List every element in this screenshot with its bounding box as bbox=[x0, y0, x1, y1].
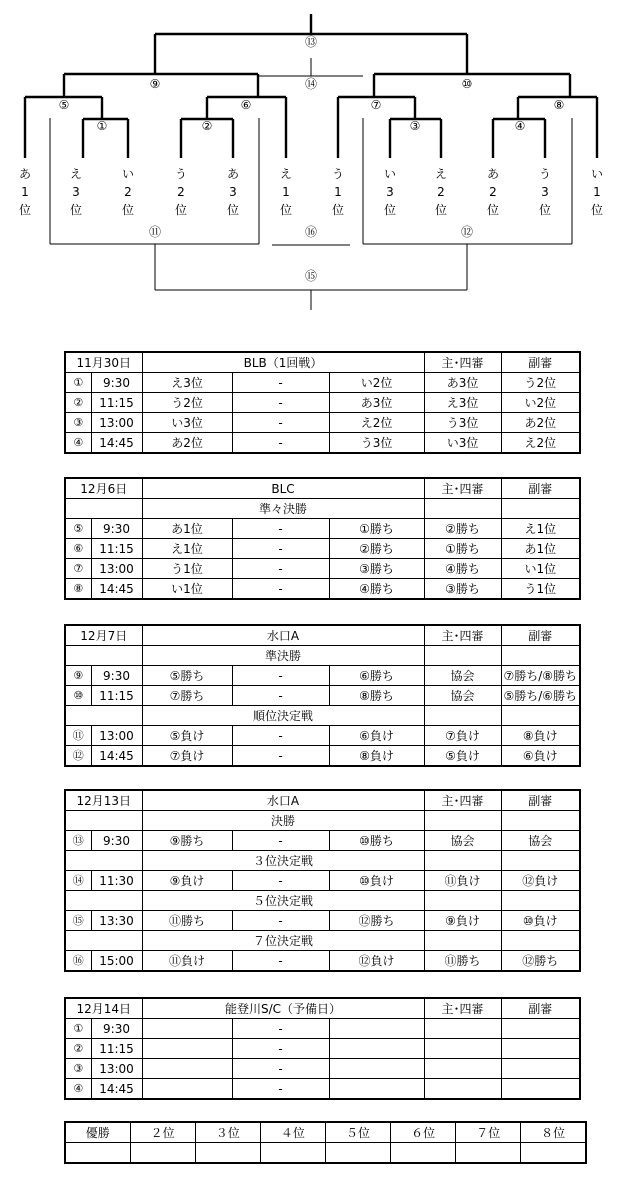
bracket-team-8-char: い bbox=[383, 167, 397, 181]
home-team: ⑪勝ち bbox=[142, 911, 232, 931]
venue-title: 能登川S/C（予備日） bbox=[142, 998, 424, 1019]
match-date: 12月14日 bbox=[65, 998, 142, 1019]
home-team: ⑦勝ち bbox=[142, 686, 232, 706]
away-team bbox=[329, 1039, 424, 1059]
bracket-team-2-char: 3 bbox=[72, 185, 80, 199]
round-label: ５位決定戦 bbox=[142, 891, 424, 911]
bracket-label-match-11: ⑪ bbox=[148, 225, 162, 239]
empty-cell bbox=[424, 891, 501, 911]
rank-header: 優勝 bbox=[65, 1122, 130, 1143]
bracket-label-match-8: ⑧ bbox=[553, 98, 565, 112]
versus-separator: - bbox=[232, 911, 329, 931]
table-row bbox=[65, 911, 580, 931]
match-number: ⑧ bbox=[65, 579, 91, 600]
col-main-referee: 主･四審 bbox=[424, 478, 501, 499]
bracket-label-match-6: ⑥ bbox=[240, 98, 252, 112]
rank-entry bbox=[65, 1143, 130, 1164]
schedule-table-4 bbox=[64, 789, 581, 972]
bracket-team-11-char: 位 bbox=[538, 203, 552, 217]
empty-cell bbox=[424, 811, 501, 831]
empty-cell bbox=[424, 851, 501, 871]
versus-separator: - bbox=[232, 951, 329, 972]
bracket-team-5-char: あ bbox=[226, 167, 240, 181]
empty-cell bbox=[65, 706, 142, 726]
tournament-bracket bbox=[0, 0, 638, 320]
versus-separator: - bbox=[232, 871, 329, 891]
sub-referee bbox=[501, 1019, 580, 1039]
round-row bbox=[65, 931, 580, 951]
col-sub-referee: 副審 bbox=[501, 478, 580, 499]
schedule-table-3 bbox=[64, 624, 581, 767]
main-referee: ⑦負け bbox=[424, 726, 501, 746]
bracket-team-8-char: 位 bbox=[383, 203, 397, 217]
kickoff-time: 13:00 bbox=[91, 726, 142, 746]
round-row bbox=[65, 811, 580, 831]
venue-title: 水口A bbox=[142, 790, 424, 811]
away-team: え2位 bbox=[329, 413, 424, 433]
table-row bbox=[65, 686, 580, 706]
away-team: ⑫勝ち bbox=[329, 911, 424, 931]
table-row bbox=[65, 413, 580, 433]
away-team bbox=[329, 1059, 424, 1079]
match-date: 12月6日 bbox=[65, 478, 142, 499]
round-row bbox=[65, 706, 580, 726]
bracket-team-1-char: あ bbox=[18, 167, 32, 181]
table-row bbox=[65, 746, 580, 767]
empty-cell bbox=[501, 706, 580, 726]
versus-separator: - bbox=[232, 579, 329, 600]
table-row bbox=[65, 559, 580, 579]
sub-referee: う1位 bbox=[501, 579, 580, 600]
table-row bbox=[65, 433, 580, 454]
away-team: ⑧勝ち bbox=[329, 686, 424, 706]
table-row bbox=[65, 1079, 580, 1100]
table-header-row bbox=[65, 352, 580, 373]
rank-header: ８位 bbox=[521, 1122, 586, 1143]
versus-separator: - bbox=[232, 746, 329, 767]
match-number: ⑨ bbox=[65, 666, 91, 686]
round-label: 順位決定戦 bbox=[142, 706, 424, 726]
schedule-table-5 bbox=[64, 997, 581, 1100]
home-team bbox=[142, 1039, 232, 1059]
bracket-team-3-char: 2 bbox=[124, 185, 132, 199]
venue-title: BLB（1回戦） bbox=[142, 352, 424, 373]
bracket-team-6-char: え bbox=[279, 167, 293, 181]
home-team: ⑨勝ち bbox=[142, 831, 232, 851]
rank-header: ３位 bbox=[195, 1122, 260, 1143]
away-team: ⑩負け bbox=[329, 871, 424, 891]
away-team: ⑧負け bbox=[329, 746, 424, 767]
main-referee bbox=[424, 1079, 501, 1100]
away-team: ④勝ち bbox=[329, 579, 424, 600]
rank-header: ５位 bbox=[326, 1122, 391, 1143]
match-number: ⑩ bbox=[65, 686, 91, 706]
home-team: う2位 bbox=[142, 393, 232, 413]
sub-referee: ⑫勝ち bbox=[501, 951, 580, 972]
match-number: ① bbox=[65, 1019, 91, 1039]
bracket-label-match-2: ② bbox=[201, 119, 213, 133]
round-label: ７位決定戦 bbox=[142, 931, 424, 951]
bracket-team-7-char: う bbox=[331, 167, 345, 181]
bracket-label-match-4: ④ bbox=[514, 119, 526, 133]
bracket-team-10-char: 2 bbox=[489, 185, 497, 199]
table-header-row bbox=[65, 790, 580, 811]
round-label: 準々決勝 bbox=[142, 499, 424, 519]
rank-header: ６位 bbox=[391, 1122, 456, 1143]
table-header-row bbox=[65, 625, 580, 646]
sub-referee: ⑥負け bbox=[501, 746, 580, 767]
match-number: ③ bbox=[65, 413, 91, 433]
home-team: う1位 bbox=[142, 559, 232, 579]
bracket-label-match-12: ⑫ bbox=[460, 225, 474, 239]
round-row bbox=[65, 851, 580, 871]
away-team: い2位 bbox=[329, 373, 424, 393]
main-referee: い3位 bbox=[424, 433, 501, 454]
empty-cell bbox=[501, 891, 580, 911]
table-row bbox=[65, 666, 580, 686]
kickoff-time: 11:15 bbox=[91, 393, 142, 413]
kickoff-time: 9:30 bbox=[91, 373, 142, 393]
sub-referee: ⑧負け bbox=[501, 726, 580, 746]
main-referee bbox=[424, 1059, 501, 1079]
table-row bbox=[65, 539, 580, 559]
main-referee: ⑨負け bbox=[424, 911, 501, 931]
round-label: 決勝 bbox=[142, 811, 424, 831]
match-number: ④ bbox=[65, 1079, 91, 1100]
home-team: ⑤勝ち bbox=[142, 666, 232, 686]
match-number: ⑥ bbox=[65, 539, 91, 559]
away-team: ⑩勝ち bbox=[329, 831, 424, 851]
sub-referee bbox=[501, 1039, 580, 1059]
bracket-team-2-char: 位 bbox=[69, 203, 83, 217]
schedule-table-2 bbox=[64, 477, 581, 600]
sub-referee: あ1位 bbox=[501, 539, 580, 559]
table-header-row bbox=[65, 478, 580, 499]
main-referee: 協会 bbox=[424, 686, 501, 706]
col-sub-referee: 副審 bbox=[501, 998, 580, 1019]
kickoff-time: 13:00 bbox=[91, 559, 142, 579]
rank-header: ２位 bbox=[130, 1122, 195, 1143]
empty-cell bbox=[65, 499, 142, 519]
versus-separator: - bbox=[232, 373, 329, 393]
col-sub-referee: 副審 bbox=[501, 625, 580, 646]
bracket-label-match-9: ⑨ bbox=[149, 77, 161, 91]
sub-referee: ⑫負け bbox=[501, 871, 580, 891]
bracket-team-9-char: 位 bbox=[434, 203, 448, 217]
rank-entry bbox=[456, 1143, 521, 1164]
bracket-label-match-16: ⑯ bbox=[304, 225, 318, 239]
home-team: い1位 bbox=[142, 579, 232, 600]
kickoff-time: 14:45 bbox=[91, 433, 142, 454]
col-main-referee: 主･四審 bbox=[424, 790, 501, 811]
kickoff-time: 14:45 bbox=[91, 746, 142, 767]
rank-entry bbox=[521, 1143, 586, 1164]
sub-referee bbox=[501, 1079, 580, 1100]
match-number: ① bbox=[65, 373, 91, 393]
away-team: う3位 bbox=[329, 433, 424, 454]
rank-entry bbox=[326, 1143, 391, 1164]
table-row bbox=[65, 951, 580, 972]
main-referee: ①勝ち bbox=[424, 539, 501, 559]
main-referee: 協会 bbox=[424, 666, 501, 686]
bracket-team-3-char: い bbox=[121, 167, 135, 181]
kickoff-time: 14:45 bbox=[91, 579, 142, 600]
sub-referee bbox=[501, 1059, 580, 1079]
bracket-team-1-char: 位 bbox=[18, 203, 32, 217]
versus-separator: - bbox=[232, 1039, 329, 1059]
home-team: ⑤負け bbox=[142, 726, 232, 746]
match-number: ③ bbox=[65, 1059, 91, 1079]
kickoff-time: 11:15 bbox=[91, 686, 142, 706]
away-team: ③勝ち bbox=[329, 559, 424, 579]
sub-referee: 協会 bbox=[501, 831, 580, 851]
col-main-referee: 主･四審 bbox=[424, 998, 501, 1019]
empty-cell bbox=[501, 811, 580, 831]
bracket-team-9-char: 2 bbox=[437, 185, 445, 199]
kickoff-time: 9:30 bbox=[91, 1019, 142, 1039]
bracket-team-12-char: い bbox=[590, 167, 604, 181]
versus-separator: - bbox=[232, 1019, 329, 1039]
away-team: ⑥勝ち bbox=[329, 666, 424, 686]
home-team: い3位 bbox=[142, 413, 232, 433]
kickoff-time: 15:00 bbox=[91, 951, 142, 972]
standings-entry-row bbox=[65, 1143, 586, 1164]
rank-entry bbox=[130, 1143, 195, 1164]
rank-entry bbox=[260, 1143, 325, 1164]
versus-separator: - bbox=[232, 831, 329, 851]
empty-cell bbox=[424, 646, 501, 666]
match-number: ② bbox=[65, 393, 91, 413]
match-number: ⑯ bbox=[65, 951, 91, 972]
table-row bbox=[65, 1059, 580, 1079]
bracket-team-3-char: 位 bbox=[121, 203, 135, 217]
table-row bbox=[65, 1039, 580, 1059]
versus-separator: - bbox=[232, 539, 329, 559]
main-referee: ③勝ち bbox=[424, 579, 501, 600]
round-label: 準決勝 bbox=[142, 646, 424, 666]
home-team: ⑪負け bbox=[142, 951, 232, 972]
versus-separator: - bbox=[232, 413, 329, 433]
home-team bbox=[142, 1059, 232, 1079]
table-row bbox=[65, 871, 580, 891]
table-row bbox=[65, 726, 580, 746]
versus-separator: - bbox=[232, 1059, 329, 1079]
bracket-team-12-char: 1 bbox=[593, 185, 601, 199]
bracket-team-9-char: え bbox=[434, 167, 448, 181]
match-number: ⑤ bbox=[65, 519, 91, 539]
match-number: ⑮ bbox=[65, 911, 91, 931]
versus-separator: - bbox=[232, 686, 329, 706]
round-label: ３位決定戦 bbox=[142, 851, 424, 871]
round-row bbox=[65, 646, 580, 666]
bracket-team-4-char: 2 bbox=[177, 185, 185, 199]
bracket-label-match-15: ⑮ bbox=[304, 269, 318, 283]
versus-separator: - bbox=[232, 433, 329, 454]
kickoff-time: 11:15 bbox=[91, 539, 142, 559]
table-row bbox=[65, 373, 580, 393]
bracket-team-4-char: う bbox=[174, 167, 188, 181]
bracket-team-7-char: 位 bbox=[331, 203, 345, 217]
table-header-row bbox=[65, 998, 580, 1019]
match-number: ⑦ bbox=[65, 559, 91, 579]
bracket-team-7-char: 1 bbox=[334, 185, 342, 199]
rank-entry bbox=[391, 1143, 456, 1164]
table-row bbox=[65, 393, 580, 413]
kickoff-time: 9:30 bbox=[91, 519, 142, 539]
home-team: あ1位 bbox=[142, 519, 232, 539]
match-number: ④ bbox=[65, 433, 91, 454]
sub-referee: い2位 bbox=[501, 393, 580, 413]
kickoff-time: 9:30 bbox=[91, 666, 142, 686]
venue-title: 水口A bbox=[142, 625, 424, 646]
match-number: ⑬ bbox=[65, 831, 91, 851]
main-referee: ②勝ち bbox=[424, 519, 501, 539]
bracket-label-match-14: ⑭ bbox=[304, 77, 318, 91]
bracket-team-8-char: 3 bbox=[386, 185, 394, 199]
bracket-team-1-char: 1 bbox=[21, 185, 29, 199]
empty-cell bbox=[65, 851, 142, 871]
col-main-referee: 主･四審 bbox=[424, 625, 501, 646]
versus-separator: - bbox=[232, 666, 329, 686]
versus-separator: - bbox=[232, 393, 329, 413]
kickoff-time: 13:00 bbox=[91, 413, 142, 433]
kickoff-time: 9:30 bbox=[91, 831, 142, 851]
main-referee: 協会 bbox=[424, 831, 501, 851]
empty-cell bbox=[501, 499, 580, 519]
away-team: ⑥負け bbox=[329, 726, 424, 746]
sub-referee: え2位 bbox=[501, 433, 580, 454]
sub-referee: う2位 bbox=[501, 373, 580, 393]
sub-referee: ⑦勝ち/⑧勝ち bbox=[501, 666, 580, 686]
bracket-label-match-13: ⑬ bbox=[304, 35, 318, 49]
standings-header-row bbox=[65, 1122, 586, 1143]
empty-cell bbox=[424, 499, 501, 519]
empty-cell bbox=[65, 931, 142, 951]
bracket-label-match-7: ⑦ bbox=[370, 98, 382, 112]
bracket-team-11-char: 3 bbox=[541, 185, 549, 199]
away-team bbox=[329, 1079, 424, 1100]
match-date: 12月13日 bbox=[65, 790, 142, 811]
col-main-referee: 主･四審 bbox=[424, 352, 501, 373]
bracket-label-match-10: ⑩ bbox=[461, 77, 473, 91]
sub-referee: い1位 bbox=[501, 559, 580, 579]
empty-cell bbox=[424, 706, 501, 726]
empty-cell bbox=[65, 891, 142, 911]
away-team: あ3位 bbox=[329, 393, 424, 413]
empty-cell bbox=[65, 811, 142, 831]
venue-title: BLC bbox=[142, 478, 424, 499]
away-team: ②勝ち bbox=[329, 539, 424, 559]
main-referee: ⑤負け bbox=[424, 746, 501, 767]
kickoff-time: 11:15 bbox=[91, 1039, 142, 1059]
main-referee: ⑪負け bbox=[424, 871, 501, 891]
rank-header: ４位 bbox=[260, 1122, 325, 1143]
empty-cell bbox=[501, 851, 580, 871]
schedule-table-1 bbox=[64, 351, 581, 454]
versus-separator: - bbox=[232, 1079, 329, 1100]
match-number: ⑭ bbox=[65, 871, 91, 891]
bracket-label-match-1: ① bbox=[96, 119, 108, 133]
bracket-label-match-3: ③ bbox=[409, 119, 421, 133]
match-date: 12月7日 bbox=[65, 625, 142, 646]
kickoff-time: 13:00 bbox=[91, 1059, 142, 1079]
versus-separator: - bbox=[232, 726, 329, 746]
empty-cell bbox=[65, 646, 142, 666]
bracket-team-5-char: 位 bbox=[226, 203, 240, 217]
bracket-team-10-char: 位 bbox=[486, 203, 500, 217]
sub-referee: あ2位 bbox=[501, 413, 580, 433]
main-referee: え3位 bbox=[424, 393, 501, 413]
bracket-team-10-char: あ bbox=[486, 167, 500, 181]
main-referee: ④勝ち bbox=[424, 559, 501, 579]
bracket-team-11-char: う bbox=[538, 167, 552, 181]
match-number: ⑫ bbox=[65, 746, 91, 767]
sub-referee: ⑩負け bbox=[501, 911, 580, 931]
kickoff-time: 11:30 bbox=[91, 871, 142, 891]
rank-entry bbox=[195, 1143, 260, 1164]
empty-cell bbox=[424, 931, 501, 951]
table-row bbox=[65, 1019, 580, 1039]
table-row bbox=[65, 519, 580, 539]
main-referee: ⑪勝ち bbox=[424, 951, 501, 972]
main-referee: う3位 bbox=[424, 413, 501, 433]
bracket-team-6-char: 位 bbox=[279, 203, 293, 217]
sub-referee: ⑤勝ち/⑥勝ち bbox=[501, 686, 580, 706]
table-row bbox=[65, 831, 580, 851]
away-team: ①勝ち bbox=[329, 519, 424, 539]
main-referee bbox=[424, 1039, 501, 1059]
match-number: ⑪ bbox=[65, 726, 91, 746]
home-team: ⑦負け bbox=[142, 746, 232, 767]
main-referee bbox=[424, 1019, 501, 1039]
empty-cell bbox=[501, 646, 580, 666]
bracket-label-match-5: ⑤ bbox=[58, 98, 70, 112]
home-team: え1位 bbox=[142, 539, 232, 559]
sub-referee: え1位 bbox=[501, 519, 580, 539]
home-team: え3位 bbox=[142, 373, 232, 393]
bracket-team-6-char: 1 bbox=[282, 185, 290, 199]
empty-cell bbox=[501, 931, 580, 951]
rank-header: ７位 bbox=[456, 1122, 521, 1143]
final-standings-table bbox=[64, 1121, 587, 1164]
versus-separator: - bbox=[232, 559, 329, 579]
home-team: ⑨負け bbox=[142, 871, 232, 891]
versus-separator: - bbox=[232, 519, 329, 539]
bracket-team-12-char: 位 bbox=[590, 203, 604, 217]
table-row bbox=[65, 579, 580, 600]
col-sub-referee: 副審 bbox=[501, 790, 580, 811]
bracket-team-4-char: 位 bbox=[174, 203, 188, 217]
kickoff-time: 13:30 bbox=[91, 911, 142, 931]
col-sub-referee: 副審 bbox=[501, 352, 580, 373]
home-team bbox=[142, 1019, 232, 1039]
bracket-team-5-char: 3 bbox=[229, 185, 237, 199]
round-row bbox=[65, 499, 580, 519]
away-team bbox=[329, 1019, 424, 1039]
home-team: あ2位 bbox=[142, 433, 232, 454]
kickoff-time: 14:45 bbox=[91, 1079, 142, 1100]
match-date: 11月30日 bbox=[65, 352, 142, 373]
match-number: ② bbox=[65, 1039, 91, 1059]
main-referee: あ3位 bbox=[424, 373, 501, 393]
away-team: ⑫負け bbox=[329, 951, 424, 972]
bracket-team-2-char: え bbox=[69, 167, 83, 181]
home-team bbox=[142, 1079, 232, 1100]
round-row bbox=[65, 891, 580, 911]
